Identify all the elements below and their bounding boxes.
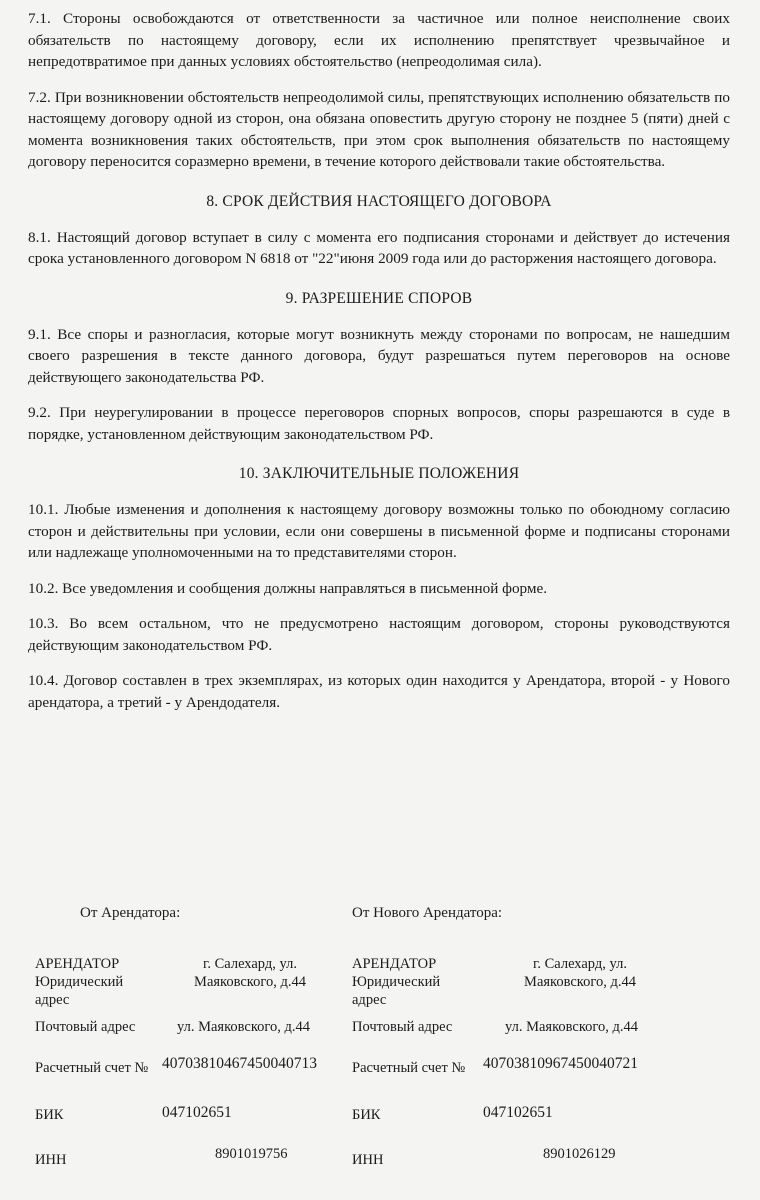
left-legal-address: г. Салехард, ул. Маяковского, д.44 [194,956,306,990]
left-account: 40703810467450040713 [162,1055,317,1072]
right-party-title: От Нового Арендатора: [352,905,503,921]
paragraph-10-1: 10.1. Любые изменения и дополнения к настоящему договору возможны только по обоюдному согласию сторон и действительны при условии, если они совершены в письменной форме и подписаны сторонами или надлежаще уполномоченными на то представителями сторон. [28,501,730,561]
left-arendator-label: АРЕНДАТОР [35,956,120,972]
paragraph-9-1: 9.1. Все споры и разногласия, которые могут возникнуть между сторонами по вопросам, не нашедшим своего разрешения в тексте данного договора, будут разрешаться путем переговоров на основе действующего законодательства РФ. [28,325,730,386]
paragraph-7-2: 7.2. При возникновении обстоятельств непреодолимой силы, препятствующих исполнению обязательств по настоящему договору одной из сторон, она обязана оповестить другую сторону не позднее 5 (пяти) дней с момента возникновения таких обстоятельств, при этом срок выполнения обязательств по настоящему договору переносится соразмерно времени, в течение которого действовали такие обстоятельства. [28,88,730,170]
right-account-label: Расчетный счет № [352,1060,466,1076]
left-bik: 047102651 [162,1104,232,1121]
section-9-heading: 9. РАЗРЕШЕНИЕ СПОРОВ [285,289,473,307]
paragraph-8-1: 8.1. Настоящий договор вступает в силу с момента его подписания сторонами и действует до истечения срока установленного договором N 6818 от "22"июня 2009 года или до расторжения настоящего договора. [28,228,730,267]
section-8-heading: 8. СРОК ДЕЙСТВИЯ НАСТОЯЩЕГО ДОГОВОРА [206,192,552,210]
section-10-heading: 10. ЗАКЛЮЧИТЕЛЬНЫЕ ПОЛОЖЕНИЯ [238,465,520,482]
left-bik-label: БИК [35,1107,64,1123]
left-party-title: От Арендатора: [80,905,181,921]
right-inn: 8901026129 [543,1146,616,1162]
left-inn-label: ИНН [35,1152,67,1168]
right-bik: 047102651 [483,1104,553,1121]
right-legal-address: г. Салехард, ул. Маяковского, д.44 [524,956,636,990]
paragraph-10-3: 10.3. Во всем остальном, что не предусмотрено настоящим договором, стороны руководствуются действующим законодательством РФ. [28,615,730,654]
right-bik-label: БИК [352,1107,381,1123]
right-inn-label: ИНН [352,1152,384,1168]
right-postal-label: Почтовый адрес [352,1019,453,1035]
left-legal-label: Юридический адрес [35,974,124,1008]
left-postal-label: Почтовый адрес [35,1019,136,1035]
right-arendator-label: АРЕНДАТОР [352,956,437,972]
paragraph-10-4: 10.4. Договор составлен в трех экземплярах, из которых один находится у Арендатора, второй - у Нового арендатора, а третий - у Арендодателя. [28,672,730,711]
left-inn: 8901019756 [215,1146,288,1162]
paragraph-9-2: 9.2. При неурегулировании в процессе переговоров спорных вопросов, споры разрешаются в суде в порядке, установленном действующим законодательством РФ. [28,404,730,443]
right-legal-label: Юридический адрес [352,974,441,1008]
paragraph-7-1: 7.1. Стороны освобождаются от ответственности за частичное или полное неисполнение своих обязательств по настоящему договору, если их исполнению препятствует чрезвычайное и непредотвратимое при данных условиях обстоятельство (непреодолимая сила). [28,10,730,70]
right-postal-address: ул. Маяковского, д.44 [505,1019,638,1035]
left-account-label: Расчетный счет № [35,1060,149,1076]
paragraph-10-2: 10.2. Все уведомления и сообщения должны направляться в письменной форме. [28,579,548,597]
left-postal-address: ул. Маяковского, д.44 [177,1019,310,1035]
right-account: 40703810967450040721 [483,1055,638,1072]
